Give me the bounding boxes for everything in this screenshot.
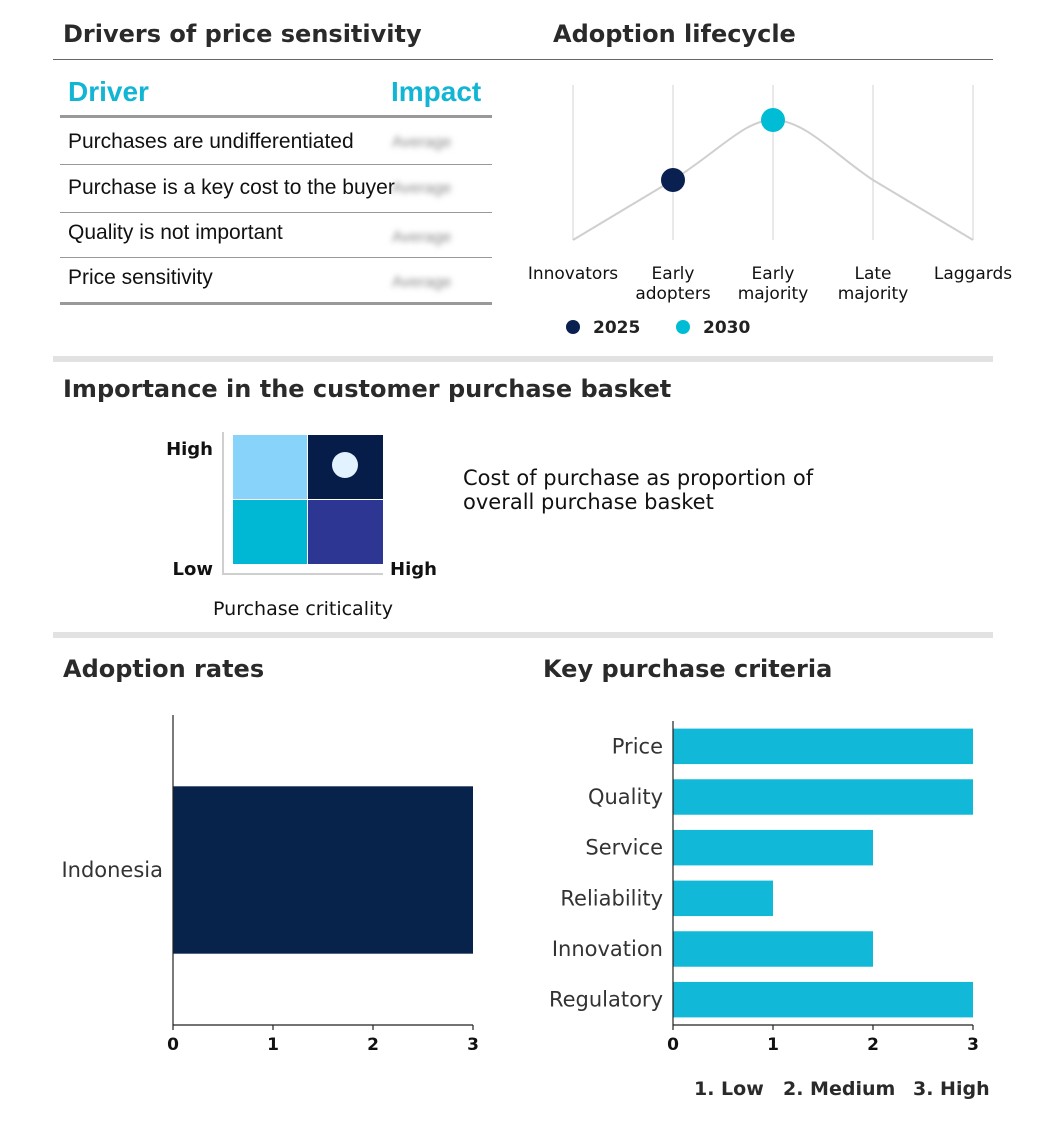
stage-label: Innovators bbox=[527, 264, 619, 284]
kpc-title: Key purchase criteria bbox=[543, 655, 833, 683]
legend-medium: 2. Medium bbox=[783, 1078, 896, 1100]
category-label: Reliability bbox=[560, 886, 663, 911]
bar-price bbox=[673, 729, 973, 764]
x-tick-label: 3 bbox=[467, 1035, 479, 1055]
marker-2030 bbox=[761, 108, 785, 132]
legend-label: 2025 bbox=[593, 318, 641, 338]
basket-matrix bbox=[150, 420, 450, 630]
table-row: Purchase is a key cost to the buyer bbox=[68, 176, 395, 199]
legend-swatch bbox=[676, 320, 690, 334]
legend-label: 2030 bbox=[703, 318, 751, 338]
table-bottom-rule bbox=[60, 302, 492, 305]
x-tick-label: 0 bbox=[667, 1035, 679, 1055]
col-header-impact: Impact bbox=[391, 76, 482, 107]
category-label: Service bbox=[585, 835, 663, 860]
row-divider bbox=[60, 164, 492, 165]
row-divider bbox=[60, 257, 492, 258]
x-axis-title: Purchase criticality bbox=[213, 598, 393, 620]
header-rule bbox=[53, 59, 993, 60]
lifecycle-title: Adoption lifecycle bbox=[553, 20, 796, 48]
lifecycle-chart bbox=[520, 70, 1030, 350]
row-divider bbox=[60, 212, 492, 213]
impact-value: Average bbox=[392, 180, 452, 197]
bar-reliability bbox=[673, 881, 773, 916]
x-tick-label: 1 bbox=[267, 1035, 279, 1055]
basket-title: Importance in the customer purchase basket bbox=[63, 375, 672, 403]
table-header-rule bbox=[60, 115, 492, 118]
lifecycle-markers bbox=[661, 108, 785, 192]
section-divider bbox=[53, 356, 993, 362]
stage-label: Late majority bbox=[837, 264, 909, 304]
legend-high: 3. High bbox=[913, 1078, 990, 1100]
basket-note: Cost of purchase as proportion of overall purchase basket bbox=[463, 466, 814, 514]
table-row: Quality is not important bbox=[68, 221, 283, 244]
stage-labels bbox=[528, 264, 1012, 304]
section-divider bbox=[53, 632, 993, 638]
impact-value: Average bbox=[392, 274, 452, 291]
drivers-title: Drivers of price sensitivity bbox=[63, 20, 422, 48]
lifecycle-legend bbox=[566, 318, 750, 338]
stage-label: Early majority bbox=[737, 264, 809, 304]
adoption-rates-chart bbox=[0, 700, 520, 1070]
x-tick-label: 3 bbox=[967, 1035, 979, 1055]
col-header-driver: Driver bbox=[68, 76, 149, 107]
x-tick-label: 2 bbox=[367, 1035, 379, 1055]
legend-swatch bbox=[566, 320, 580, 334]
bar-innovation bbox=[673, 931, 873, 966]
matrix-cell-bottom-right bbox=[308, 500, 383, 564]
marker-2025 bbox=[661, 168, 685, 192]
category-label: Quality bbox=[587, 785, 663, 809]
kpc-legend bbox=[680, 1072, 1010, 1106]
y-axis-high-label: High bbox=[166, 439, 213, 460]
table-row: Price sensitivity bbox=[68, 266, 213, 289]
category-label: Innovation bbox=[551, 937, 663, 961]
basket-position-marker bbox=[332, 452, 358, 478]
legend-low: 1. Low bbox=[694, 1078, 764, 1100]
category-label: Price bbox=[611, 734, 663, 759]
bar-service bbox=[673, 830, 873, 865]
x-axis-high-label: High bbox=[390, 559, 437, 580]
matrix-cell-bottom-left bbox=[233, 500, 307, 564]
x-axis-low-label: Low bbox=[172, 559, 213, 580]
stage-label: Laggards bbox=[933, 264, 1013, 284]
x-tick-label: 0 bbox=[167, 1035, 179, 1055]
category-label: Regulatory bbox=[548, 987, 663, 1012]
category-label: Indonesia bbox=[61, 858, 163, 882]
x-tick-label: 1 bbox=[767, 1035, 779, 1055]
impact-value: Average bbox=[392, 134, 452, 151]
bar-indonesia bbox=[173, 786, 473, 953]
matrix-cell-top-left bbox=[233, 435, 307, 499]
table-row: Purchases are undifferentiated bbox=[68, 130, 354, 153]
x-tick-label: 2 bbox=[867, 1035, 879, 1055]
kpc-chart bbox=[520, 700, 1020, 1070]
bar-regulatory bbox=[673, 982, 973, 1017]
stage-label: Early adopters bbox=[635, 264, 711, 304]
bar-quality bbox=[673, 779, 973, 814]
impact-value: Average bbox=[392, 229, 452, 246]
adoption-rates-title: Adoption rates bbox=[63, 655, 265, 683]
